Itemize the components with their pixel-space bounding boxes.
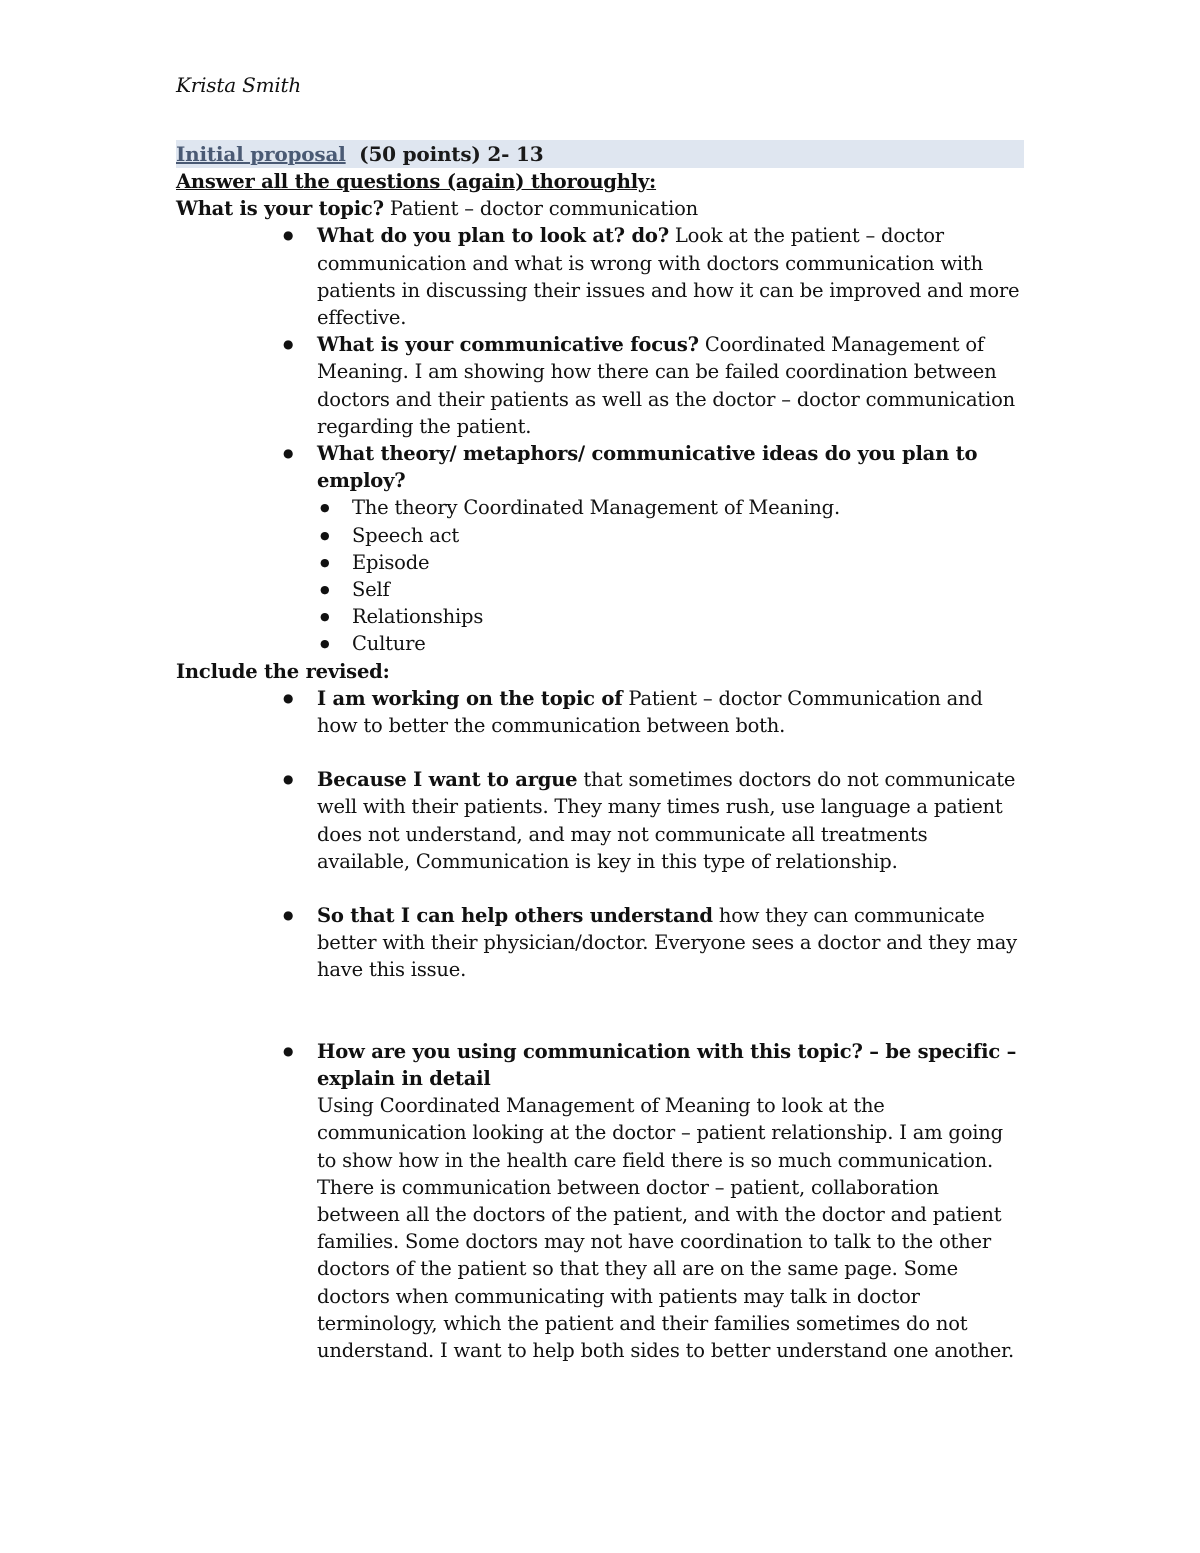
list-item: ● Episode	[352, 549, 1026, 576]
spacer	[317, 875, 1026, 902]
spacer	[317, 739, 1026, 766]
list-item: ● Culture	[352, 630, 1026, 657]
theory-list	[317, 494, 1026, 657]
final-answer: Using Coordinated Management of Meaning to look at the communication looking at the doctor – patient relationship. I am going to show how in the health care field there is so much communication. There is communication between doctor – patient, collaboration between all the doctors of the patient, and with the doctor and patient families. Some doctors may not have coordination to talk to the other doctors of the patient so that they all are on the same page. Some doctors when communicating with patients may talk in doctor terminology, which the patient and their families sometimes do not understand. I want to help both sides to better understand one another.	[317, 1094, 1015, 1362]
answer-text: Look at the patient – doctor communication and what is wrong with doctors communication with patients in discussing their issues and how it can be improved and more effective.	[317, 224, 1020, 330]
title-rest: (50 points) 2- 13	[345, 142, 544, 166]
list-item: ● Relationships	[352, 603, 1026, 630]
list-item: ● The theory Coordinated Management of Meaning.	[352, 494, 1026, 521]
revised-lead: Because I want to argue	[317, 768, 578, 792]
topic-answer: Patient – doctor communication	[383, 197, 699, 221]
list-item	[317, 222, 1026, 331]
list-item	[317, 902, 1026, 984]
list-item	[317, 685, 1026, 739]
question-text: What theory/ metaphors/ communicative ideas do you plan to employ?	[317, 442, 978, 493]
revised-text: Patient – doctor Communication and how to better the communication between both.	[317, 686, 983, 738]
list-item: ● Self	[352, 576, 1026, 603]
revised-text: that sometimes doctors do not communicate well with their patients. They many times rush, use language a patient does not understand, and may not communicate all treatments available, Communication is key in this type of relationship.	[317, 768, 1016, 873]
answer-text: Coordinated Management of Meaning. I am showing how there can be failed coordination between doctors and their patients as well as the doctor – doctor communication regarding the patient.	[317, 333, 1015, 438]
final-question: ● How are you using communication with this topic? – be specific – explain in detail	[317, 1039, 1017, 1090]
revised-lead: I am working on the topic of	[317, 686, 623, 710]
revised-heading: Include the revised:	[176, 659, 390, 683]
question-text: What do you plan to look at? do?	[317, 224, 669, 248]
question-list	[176, 222, 1026, 657]
title-underlined: Initial proposal	[176, 142, 346, 166]
list-item	[317, 440, 1026, 658]
revised-text: how they can communicate better with their physician/doctor. Everyone sees a doctor and they may have this issue.	[317, 904, 1017, 982]
list-item: ● Speech act	[352, 522, 1026, 549]
list-item	[317, 331, 1026, 440]
instruction-heading: Answer all the questions (again) thoroughly:	[176, 170, 657, 193]
revised-list	[176, 685, 1026, 1364]
spacer	[317, 984, 1026, 1038]
topic-line	[176, 195, 1026, 222]
document-body	[176, 140, 1026, 1364]
list-item	[317, 766, 1026, 875]
list-item	[317, 1038, 1026, 1364]
question-text: What is your communicative focus?	[317, 333, 699, 357]
title-heading	[176, 140, 1024, 168]
author-name: Krista Smith	[176, 73, 302, 97]
revised-lead: So that I can help others understand	[317, 904, 713, 928]
topic-question: What is your topic?	[176, 197, 384, 221]
